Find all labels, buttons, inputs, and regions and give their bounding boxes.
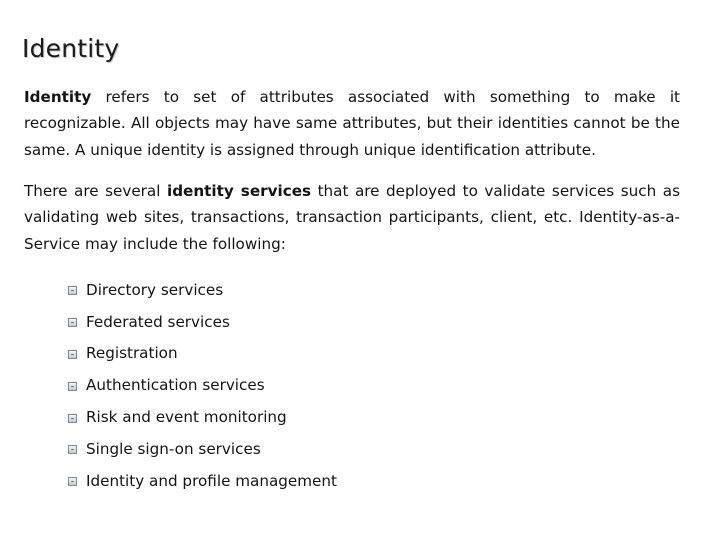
square-bullet-icon xyxy=(68,414,77,423)
list-item-identity-profile-management xyxy=(68,465,337,497)
square-bullet-icon xyxy=(68,477,77,486)
square-bullet-icon xyxy=(68,286,77,295)
list-item-risk-event-monitoring xyxy=(68,401,337,433)
list-item-label: Directory services xyxy=(86,280,224,299)
list-item-directory-services xyxy=(68,274,337,306)
list-item-label: Federated services xyxy=(86,312,230,331)
identity-services-paragraph xyxy=(24,178,680,257)
identity-definition-text: refers to set of attributes associated with something to make it recognizable. All objects may have same attributes, but their identities cannot be the same. A unique identity is assigned through unique identification attribute. xyxy=(24,88,680,159)
list-item-label: Risk and event monitoring xyxy=(86,408,287,427)
square-bullet-icon xyxy=(68,350,77,359)
identity-services-term: identity services xyxy=(166,182,312,200)
list-item-single-sign-on-services xyxy=(68,433,337,465)
square-bullet-icon xyxy=(68,445,77,454)
identity-services-list xyxy=(68,274,337,497)
square-bullet-icon xyxy=(68,318,77,327)
list-item-authentication-services xyxy=(68,369,337,401)
identity-definition-paragraph xyxy=(24,84,680,163)
list-item-label: Registration xyxy=(86,344,178,363)
identity-services-prefix: There are several xyxy=(24,182,167,200)
list-item-label: Authentication services xyxy=(86,376,265,395)
list-item-registration xyxy=(68,338,337,370)
square-bullet-icon xyxy=(68,382,77,391)
slide-title: Identity xyxy=(22,34,120,63)
identity-term: Identity xyxy=(24,88,92,106)
list-item-label: Single sign-on services xyxy=(86,439,261,458)
list-item-federated-services xyxy=(68,306,337,338)
identity-services-text: that are deployed to validate services such as validating web sites, transactions, transaction participants, client, etc. Identity-as-a-Service may include the following: xyxy=(24,182,680,253)
list-item-label: Identity and profile management xyxy=(86,471,337,490)
